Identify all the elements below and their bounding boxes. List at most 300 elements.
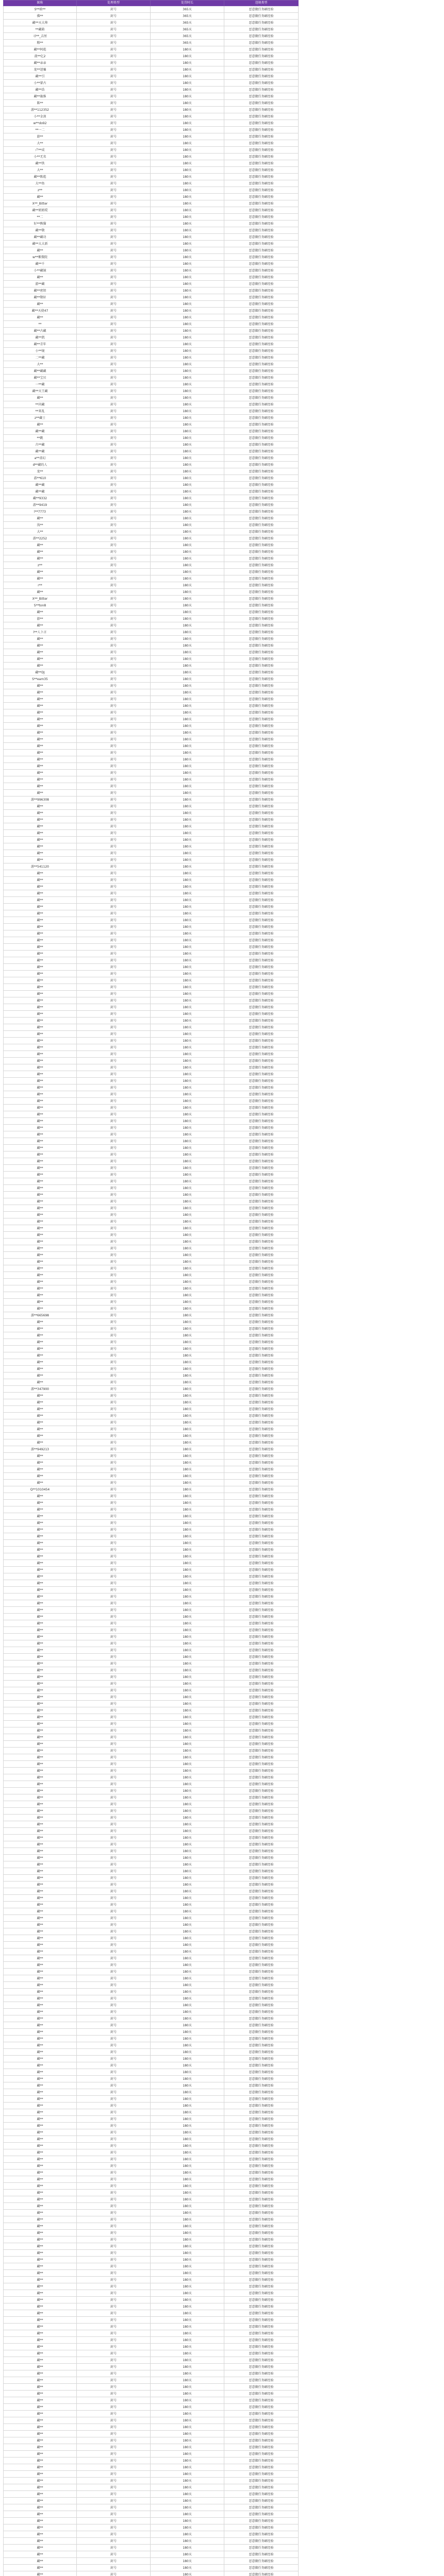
table-row <box>4 1259 299 1265</box>
cell-nickname: 藏** <box>4 1145 77 1151</box>
cell-action-type: 封号 <box>77 2116 151 2123</box>
table-row <box>4 2056 299 2062</box>
cell-duration: 180天 <box>151 1674 224 1681</box>
table-row <box>4 274 299 281</box>
cell-nickname: 藏** <box>4 1955 77 1962</box>
table-row <box>4 1212 299 1218</box>
cell-nickname: 藏** <box>4 2417 77 2424</box>
cell-duration: 180天 <box>151 803 224 810</box>
cell-action-type: 封号 <box>77 2210 151 2216</box>
cell-nickname: 藏** <box>4 1091 77 1098</box>
cell-violation-type: 恶意做任务刷经验 <box>224 2216 299 2223</box>
cell-violation-type: 恶意做任务刷经验 <box>224 2270 299 2277</box>
cell-nickname: 藏** <box>4 830 77 837</box>
cell-nickname: 藏** <box>4 1272 77 1279</box>
cell-duration: 180天 <box>151 522 224 529</box>
cell-duration: 180天 <box>151 2009 224 2015</box>
cell-nickname: 藏** <box>4 977 77 984</box>
cell-duration: 180天 <box>151 274 224 281</box>
cell-action-type: 封号 <box>77 1198 151 1205</box>
cell-action-type: 封号 <box>77 1567 151 1573</box>
cell-violation-type: 恶意做任务刷经验 <box>224 529 299 535</box>
table-row <box>4 2551 299 2558</box>
table-row <box>4 1848 299 1855</box>
cell-nickname: 藏** <box>4 2504 77 2511</box>
cell-violation-type: 恶意做任务刷经验 <box>224 2210 299 2216</box>
table-row <box>4 1801 299 1808</box>
cell-action-type: 封号 <box>77 944 151 951</box>
table-row <box>4 1935 299 1942</box>
cell-violation-type: 恶意做任务刷经验 <box>224 1587 299 1594</box>
cell-duration: 180天 <box>151 2424 224 2431</box>
cell-violation-type: 恶意做任务刷经验 <box>224 877 299 884</box>
cell-action-type: 封号 <box>77 2022 151 2029</box>
cell-duration: 180天 <box>151 1969 224 1975</box>
cell-action-type: 封号 <box>77 2297 151 2303</box>
cell-duration: 180天 <box>151 1218 224 1225</box>
cell-action-type: 封号 <box>77 415 151 421</box>
cell-nickname: 藏** <box>4 917 77 924</box>
cell-action-type: 封号 <box>77 636 151 642</box>
cell-action-type: 封号 <box>77 877 151 884</box>
cell-duration: 180天 <box>151 87 224 93</box>
cell-action-type: 封号 <box>77 1372 151 1379</box>
cell-violation-type: 恶意做任务刷经验 <box>224 1339 299 1346</box>
cell-violation-type: 恶意做任务刷经验 <box>224 1071 299 1078</box>
cell-duration: 180天 <box>151 1044 224 1051</box>
cell-violation-type: 恶意做任务刷经验 <box>224 884 299 890</box>
table-row <box>4 669 299 676</box>
cell-duration: 180天 <box>151 1279 224 1285</box>
cell-nickname: 藏** <box>4 2103 77 2109</box>
table-row <box>4 2176 299 2183</box>
table-row <box>4 2230 299 2236</box>
cell-violation-type: 恶意做任务刷经验 <box>224 241 299 247</box>
cell-action-type: 封号 <box>77 2190 151 2196</box>
cell-action-type: 封号 <box>77 2036 151 2042</box>
cell-action-type: 封号 <box>77 1768 151 1774</box>
cell-nickname: 藏**青年 <box>4 341 77 348</box>
cell-duration: 180天 <box>151 1975 224 1982</box>
cell-nickname: 藏**藏 <box>4 482 77 488</box>
cell-violation-type: 恶意做任务刷经验 <box>224 1969 299 1975</box>
cell-action-type: 封号 <box>77 334 151 341</box>
cell-nickname: 藏** <box>4 1419 77 1426</box>
cell-violation-type: 恶意做任务刷经验 <box>224 555 299 562</box>
table-row <box>4 160 299 167</box>
cell-duration: 180天 <box>151 2437 224 2444</box>
cell-duration: 180天 <box>151 113 224 120</box>
cell-nickname: 藏** <box>4 1493 77 1500</box>
cell-nickname: 藏** <box>4 2431 77 2437</box>
cell-violation-type: 恶意做任务刷经验 <box>224 180 299 187</box>
cell-action-type: 封号 <box>77 1279 151 1285</box>
table-row <box>4 2270 299 2277</box>
cell-nickname: 藏**千 <box>4 261 77 267</box>
cell-violation-type: 恶意做任务刷经验 <box>224 863 299 870</box>
cell-violation-type: 恶意做任务刷经验 <box>224 1768 299 1774</box>
table-row <box>4 944 299 951</box>
cell-duration: 180天 <box>151 1694 224 1701</box>
cell-duration: 180天 <box>151 1989 224 1995</box>
cell-nickname: 藏** <box>4 569 77 575</box>
table-row <box>4 247 299 254</box>
cell-action-type: 封号 <box>77 1828 151 1835</box>
cell-violation-type: 恶意做任务刷经验 <box>224 2478 299 2484</box>
table-row <box>4 1962 299 1969</box>
table-row <box>4 2464 299 2471</box>
cell-nickname: 藏**阿彪 <box>4 46 77 53</box>
table-row <box>4 904 299 910</box>
cell-nickname: d**藏的人 <box>4 462 77 468</box>
table-row <box>4 361 299 368</box>
cell-violation-type: 恶意做任务刷经验 <box>224 1573 299 1580</box>
cell-violation-type: 恶意做任务刷经验 <box>224 1640 299 1647</box>
cell-violation-type: 恶意做任务刷经验 <box>224 2257 299 2263</box>
cell-nickname: 游**996308 <box>4 796 77 803</box>
cell-duration: 180天 <box>151 2056 224 2062</box>
table-row <box>4 2170 299 2176</box>
cell-violation-type: 恶意做任务刷经验 <box>224 1105 299 1111</box>
cell-nickname: 藏** <box>4 2036 77 2042</box>
cell-action-type: 封号 <box>77 462 151 468</box>
cell-action-type: 封号 <box>77 642 151 649</box>
cell-violation-type: 恶意做任务刷经验 <box>224 569 299 575</box>
cell-violation-type: 恶意做任务刷经验 <box>224 1942 299 1948</box>
cell-violation-type: 恶意做任务刷经验 <box>224 1848 299 1855</box>
cell-violation-type: 恶意做任务刷经验 <box>224 1754 299 1761</box>
cell-violation-type: 恶意做任务刷经验 <box>224 1372 299 1379</box>
table-row <box>4 1339 299 1346</box>
cell-duration: 180天 <box>151 2344 224 2350</box>
table-row <box>4 1674 299 1681</box>
cell-action-type: 封号 <box>77 1433 151 1439</box>
cell-duration: 180天 <box>151 368 224 375</box>
cell-action-type: 封号 <box>77 20 151 26</box>
cell-nickname: 藏** <box>4 2015 77 2022</box>
cell-nickname: 藏** <box>4 1151 77 1158</box>
cell-duration: 180天 <box>151 1299 224 1306</box>
cell-nickname: 小**蒙古 <box>4 80 77 87</box>
cell-nickname: 佛** <box>4 13 77 20</box>
cell-violation-type: 恶意做任务刷经验 <box>224 2062 299 2069</box>
cell-action-type: 封号 <box>77 2002 151 2009</box>
cell-violation-type: 恶意做任务刷经验 <box>224 1265 299 1272</box>
table-row <box>4 221 299 227</box>
table-row <box>4 1587 299 1594</box>
cell-duration: 180天 <box>151 80 224 87</box>
cell-duration: 365天 <box>151 13 224 20</box>
cell-violation-type: 恶意做任务刷经验 <box>224 582 299 589</box>
cell-duration: 180天 <box>151 1895 224 1902</box>
cell-violation-type: 恶意做任务刷经验 <box>224 287 299 294</box>
cell-violation-type: 恶意做任务刷经验 <box>224 221 299 227</box>
cell-violation-type: 恶意做任务刷经验 <box>224 790 299 796</box>
cell-action-type: 封号 <box>77 1533 151 1540</box>
cell-duration: 180天 <box>151 1781 224 1788</box>
cell-nickname: 藏** <box>4 1426 77 1433</box>
cell-violation-type: 恶意做任务刷经验 <box>224 20 299 26</box>
cell-duration: 180天 <box>151 689 224 696</box>
cell-violation-type: 恶意做任务刷经验 <box>224 66 299 73</box>
cell-violation-type: 恶意做任务刷经验 <box>224 1614 299 1620</box>
cell-violation-type: 恶意做任务刷经验 <box>224 1218 299 1225</box>
cell-action-type: 封号 <box>77 2103 151 2109</box>
cell-nickname: 藏** <box>4 2250 77 2257</box>
cell-action-type: 封号 <box>77 1359 151 1366</box>
cell-nickname: 粮** <box>4 40 77 46</box>
cell-duration: 180天 <box>151 1259 224 1265</box>
cell-nickname: 藏** <box>4 1359 77 1366</box>
cell-duration: 180天 <box>151 2250 224 2257</box>
cell-duration: 365天 <box>151 6 224 13</box>
cell-duration: 180天 <box>151 649 224 656</box>
cell-duration: 180天 <box>151 776 224 783</box>
cell-duration: 180天 <box>151 2022 224 2029</box>
cell-violation-type: 恶意做任务刷经验 <box>224 1600 299 1607</box>
cell-duration: 180天 <box>151 435 224 442</box>
cell-nickname: 陈** <box>4 100 77 107</box>
cell-action-type: 封号 <box>77 1848 151 1855</box>
table-row <box>4 977 299 984</box>
cell-violation-type: 恶意做任务刷经验 <box>224 113 299 120</box>
cell-duration: 180天 <box>151 120 224 127</box>
cell-action-type: 封号 <box>77 897 151 904</box>
table-row <box>4 381 299 388</box>
cell-nickname: 藏**9332 <box>4 495 77 502</box>
cell-nickname: 藏** <box>4 1185 77 1192</box>
table-row <box>4 890 299 897</box>
cell-nickname: 藏** <box>4 2538 77 2545</box>
table-row <box>4 375 299 381</box>
cell-violation-type: 恶意做任务刷经验 <box>224 435 299 442</box>
cell-duration: 180天 <box>151 1607 224 1614</box>
table-row <box>4 1835 299 1841</box>
cell-action-type: 封号 <box>77 1292 151 1299</box>
cell-action-type: 封号 <box>77 1928 151 1935</box>
table-row <box>4 1855 299 1861</box>
cell-nickname: 藏** <box>4 1084 77 1091</box>
cell-duration: 180天 <box>151 602 224 609</box>
cell-nickname: 藏** <box>4 1774 77 1781</box>
table-row <box>4 2042 299 2049</box>
cell-duration: 180天 <box>151 2330 224 2337</box>
table-row <box>4 421 299 428</box>
cell-violation-type: 恶意做任务刷经验 <box>224 187 299 194</box>
cell-nickname: 藏** <box>4 1051 77 1058</box>
cell-action-type: 封号 <box>77 1587 151 1594</box>
cell-violation-type: 恶意做任务刷经验 <box>224 1634 299 1640</box>
table-row <box>4 66 299 73</box>
cell-nickname: 藏** <box>4 2344 77 2350</box>
cell-action-type: 封号 <box>77 884 151 890</box>
table-row <box>4 1151 299 1158</box>
table-row <box>4 127 299 133</box>
cell-nickname: 藏** <box>4 1004 77 1011</box>
cell-action-type: 封号 <box>77 763 151 770</box>
cell-duration: 180天 <box>151 1948 224 1955</box>
cell-action-type: 封号 <box>77 1975 151 1982</box>
table-row <box>4 1607 299 1614</box>
cell-violation-type: 恶意做任务刷经验 <box>224 1922 299 1928</box>
table-row <box>4 951 299 957</box>
cell-violation-type: 恶意做任务刷经验 <box>224 2498 299 2504</box>
cell-nickname: 藏** <box>4 2303 77 2310</box>
table-row <box>4 2451 299 2458</box>
cell-duration: 180天 <box>151 1908 224 1915</box>
table-row <box>4 736 299 743</box>
cell-nickname: 藏** <box>4 1058 77 1064</box>
cell-action-type: 封号 <box>77 830 151 837</box>
cell-violation-type: 恶意做任务刷经验 <box>224 147 299 154</box>
table-row <box>4 328 299 334</box>
cell-violation-type: 恶意做任务刷经验 <box>224 80 299 87</box>
cell-duration: 180天 <box>151 535 224 542</box>
cell-duration: 180天 <box>151 1346 224 1352</box>
cell-violation-type: 恶意做任务刷经验 <box>224 247 299 254</box>
cell-action-type: 封号 <box>77 1948 151 1955</box>
cell-action-type: 封号 <box>77 2357 151 2364</box>
cell-violation-type: 恶意做任务刷经验 <box>224 703 299 709</box>
cell-nickname: 藏** <box>4 1915 77 1922</box>
table-row <box>4 1272 299 1279</box>
cell-nickname: 藏** <box>4 877 77 884</box>
cell-violation-type: 恶意做任务刷经验 <box>224 2015 299 2022</box>
cell-action-type: 封号 <box>77 2082 151 2089</box>
cell-nickname: 藏** <box>4 636 77 642</box>
cell-action-type: 封号 <box>77 1835 151 1841</box>
cell-duration: 180天 <box>151 1225 224 1232</box>
cell-nickname: 藏** <box>4 1748 77 1754</box>
cell-action-type: 封号 <box>77 2277 151 2283</box>
table-row <box>4 87 299 93</box>
cell-action-type: 封号 <box>77 709 151 716</box>
cell-violation-type: 恶意做任务刷经验 <box>224 669 299 676</box>
cell-violation-type: 恶意做任务刷经验 <box>224 120 299 127</box>
cell-duration: 180天 <box>151 100 224 107</box>
cell-nickname: r** <box>4 582 77 589</box>
cell-nickname: 藏** <box>4 1406 77 1413</box>
cell-duration: 180天 <box>151 683 224 689</box>
cell-violation-type: 恶意做任务刷经验 <box>224 2236 299 2243</box>
cell-action-type: 封号 <box>77 1399 151 1406</box>
cell-nickname: 藏** <box>4 1754 77 1761</box>
table-row <box>4 1841 299 1848</box>
cell-violation-type: 恶意做任务刷经验 <box>224 1306 299 1312</box>
cell-duration: 180天 <box>151 2404 224 2411</box>
cell-violation-type: 恶意做任务刷经验 <box>224 2545 299 2551</box>
table-row <box>4 147 299 154</box>
cell-nickname: 藏** <box>4 1078 77 1084</box>
cell-duration: 180天 <box>151 2451 224 2458</box>
cell-violation-type: 恶意做任务刷经验 <box>224 462 299 468</box>
cell-action-type: 封号 <box>77 2364 151 2370</box>
cell-nickname: 藏** <box>4 783 77 790</box>
cell-nickname: 小**镜 <box>4 348 77 354</box>
cell-nickname: 藏** <box>4 1647 77 1654</box>
table-row <box>4 2116 299 2123</box>
cell-action-type: 封号 <box>77 502 151 509</box>
cell-nickname: 藏** <box>4 1640 77 1647</box>
cell-violation-type: 恶意做任务刷经验 <box>224 817 299 823</box>
cell-action-type: 封号 <box>77 1306 151 1312</box>
cell-violation-type: 恶意做任务刷经验 <box>224 2042 299 2049</box>
cell-nickname: 藏**藏 <box>4 448 77 455</box>
cell-action-type: 封号 <box>77 1024 151 1031</box>
cell-violation-type: 恶意做任务刷经验 <box>224 1788 299 1794</box>
cell-action-type: 封号 <box>77 1969 151 1975</box>
cell-violation-type: 恶意做任务刷经验 <box>224 783 299 790</box>
table-row <box>4 1741 299 1748</box>
table-row <box>4 2210 299 2216</box>
cell-violation-type: 恶意做任务刷经验 <box>224 730 299 736</box>
table-row <box>4 1366 299 1372</box>
cell-nickname: 藏** <box>4 2330 77 2337</box>
cell-violation-type: 恶意做任务刷经验 <box>224 1560 299 1567</box>
cell-nickname: 藏** <box>4 2089 77 2096</box>
table-row <box>4 2431 299 2437</box>
cell-duration: 180天 <box>151 1372 224 1379</box>
cell-action-type: 封号 <box>77 790 151 796</box>
cell-violation-type: 恶意做任务刷经验 <box>224 1332 299 1339</box>
cell-nickname: 藏** <box>4 2230 77 2236</box>
cell-violation-type: 恶意做任务刷经验 <box>224 2136 299 2143</box>
cell-duration: 180天 <box>151 154 224 160</box>
table-row <box>4 1533 299 1540</box>
cell-action-type: 封号 <box>77 1366 151 1372</box>
cell-action-type: 封号 <box>77 1935 151 1942</box>
cell-nickname: 游**112352 <box>4 107 77 113</box>
cell-violation-type: 恶意做任务刷经验 <box>224 1493 299 1500</box>
cell-nickname: 藏**施维 <box>4 93 77 100</box>
cell-duration: 180天 <box>151 401 224 408</box>
cell-violation-type: 恶意做任务刷经验 <box>224 1861 299 1868</box>
cell-action-type: 封号 <box>77 1178 151 1185</box>
cell-violation-type: 恶意做任务刷经验 <box>224 395 299 401</box>
cell-violation-type: 恶意做任务刷经验 <box>224 2397 299 2404</box>
cell-violation-type: 恶意做任务刷经验 <box>224 2049 299 2056</box>
table-row <box>4 910 299 917</box>
table-row <box>4 73 299 80</box>
cell-duration: 180天 <box>151 937 224 944</box>
cell-action-type: 封号 <box>77 475 151 482</box>
cell-nickname: 藏** <box>4 1031 77 1038</box>
cell-violation-type: 恶意做任务刷经验 <box>224 2437 299 2444</box>
table-row <box>4 2404 299 2411</box>
table-row <box>4 40 299 46</box>
cell-action-type: 封号 <box>77 1500 151 1506</box>
cell-duration: 180天 <box>151 1533 224 1540</box>
table-row <box>4 770 299 776</box>
cell-nickname: 藏** <box>4 2263 77 2270</box>
cell-action-type: 封号 <box>77 984 151 991</box>
cell-nickname: 藏**藏功 <box>4 234 77 241</box>
cell-violation-type: 恶意做任务刷经验 <box>224 1915 299 1922</box>
cell-violation-type: 恶意做任务刷经验 <box>224 1748 299 1754</box>
cell-duration: 180天 <box>151 2384 224 2391</box>
cell-duration: 180天 <box>151 1667 224 1674</box>
table-row <box>4 2062 299 2069</box>
cell-nickname: z**藏士 <box>4 415 77 421</box>
table-row <box>4 1500 299 1506</box>
cell-action-type: 封号 <box>77 776 151 783</box>
table-row <box>4 897 299 904</box>
cell-violation-type: 恶意做任务刷经验 <box>224 535 299 542</box>
cell-violation-type: 恶意做任务刷经验 <box>224 2524 299 2531</box>
cell-violation-type: 恶意做任务刷经验 <box>224 2565 299 2571</box>
cell-action-type: 封号 <box>77 2096 151 2103</box>
cell-duration: 180天 <box>151 830 224 837</box>
